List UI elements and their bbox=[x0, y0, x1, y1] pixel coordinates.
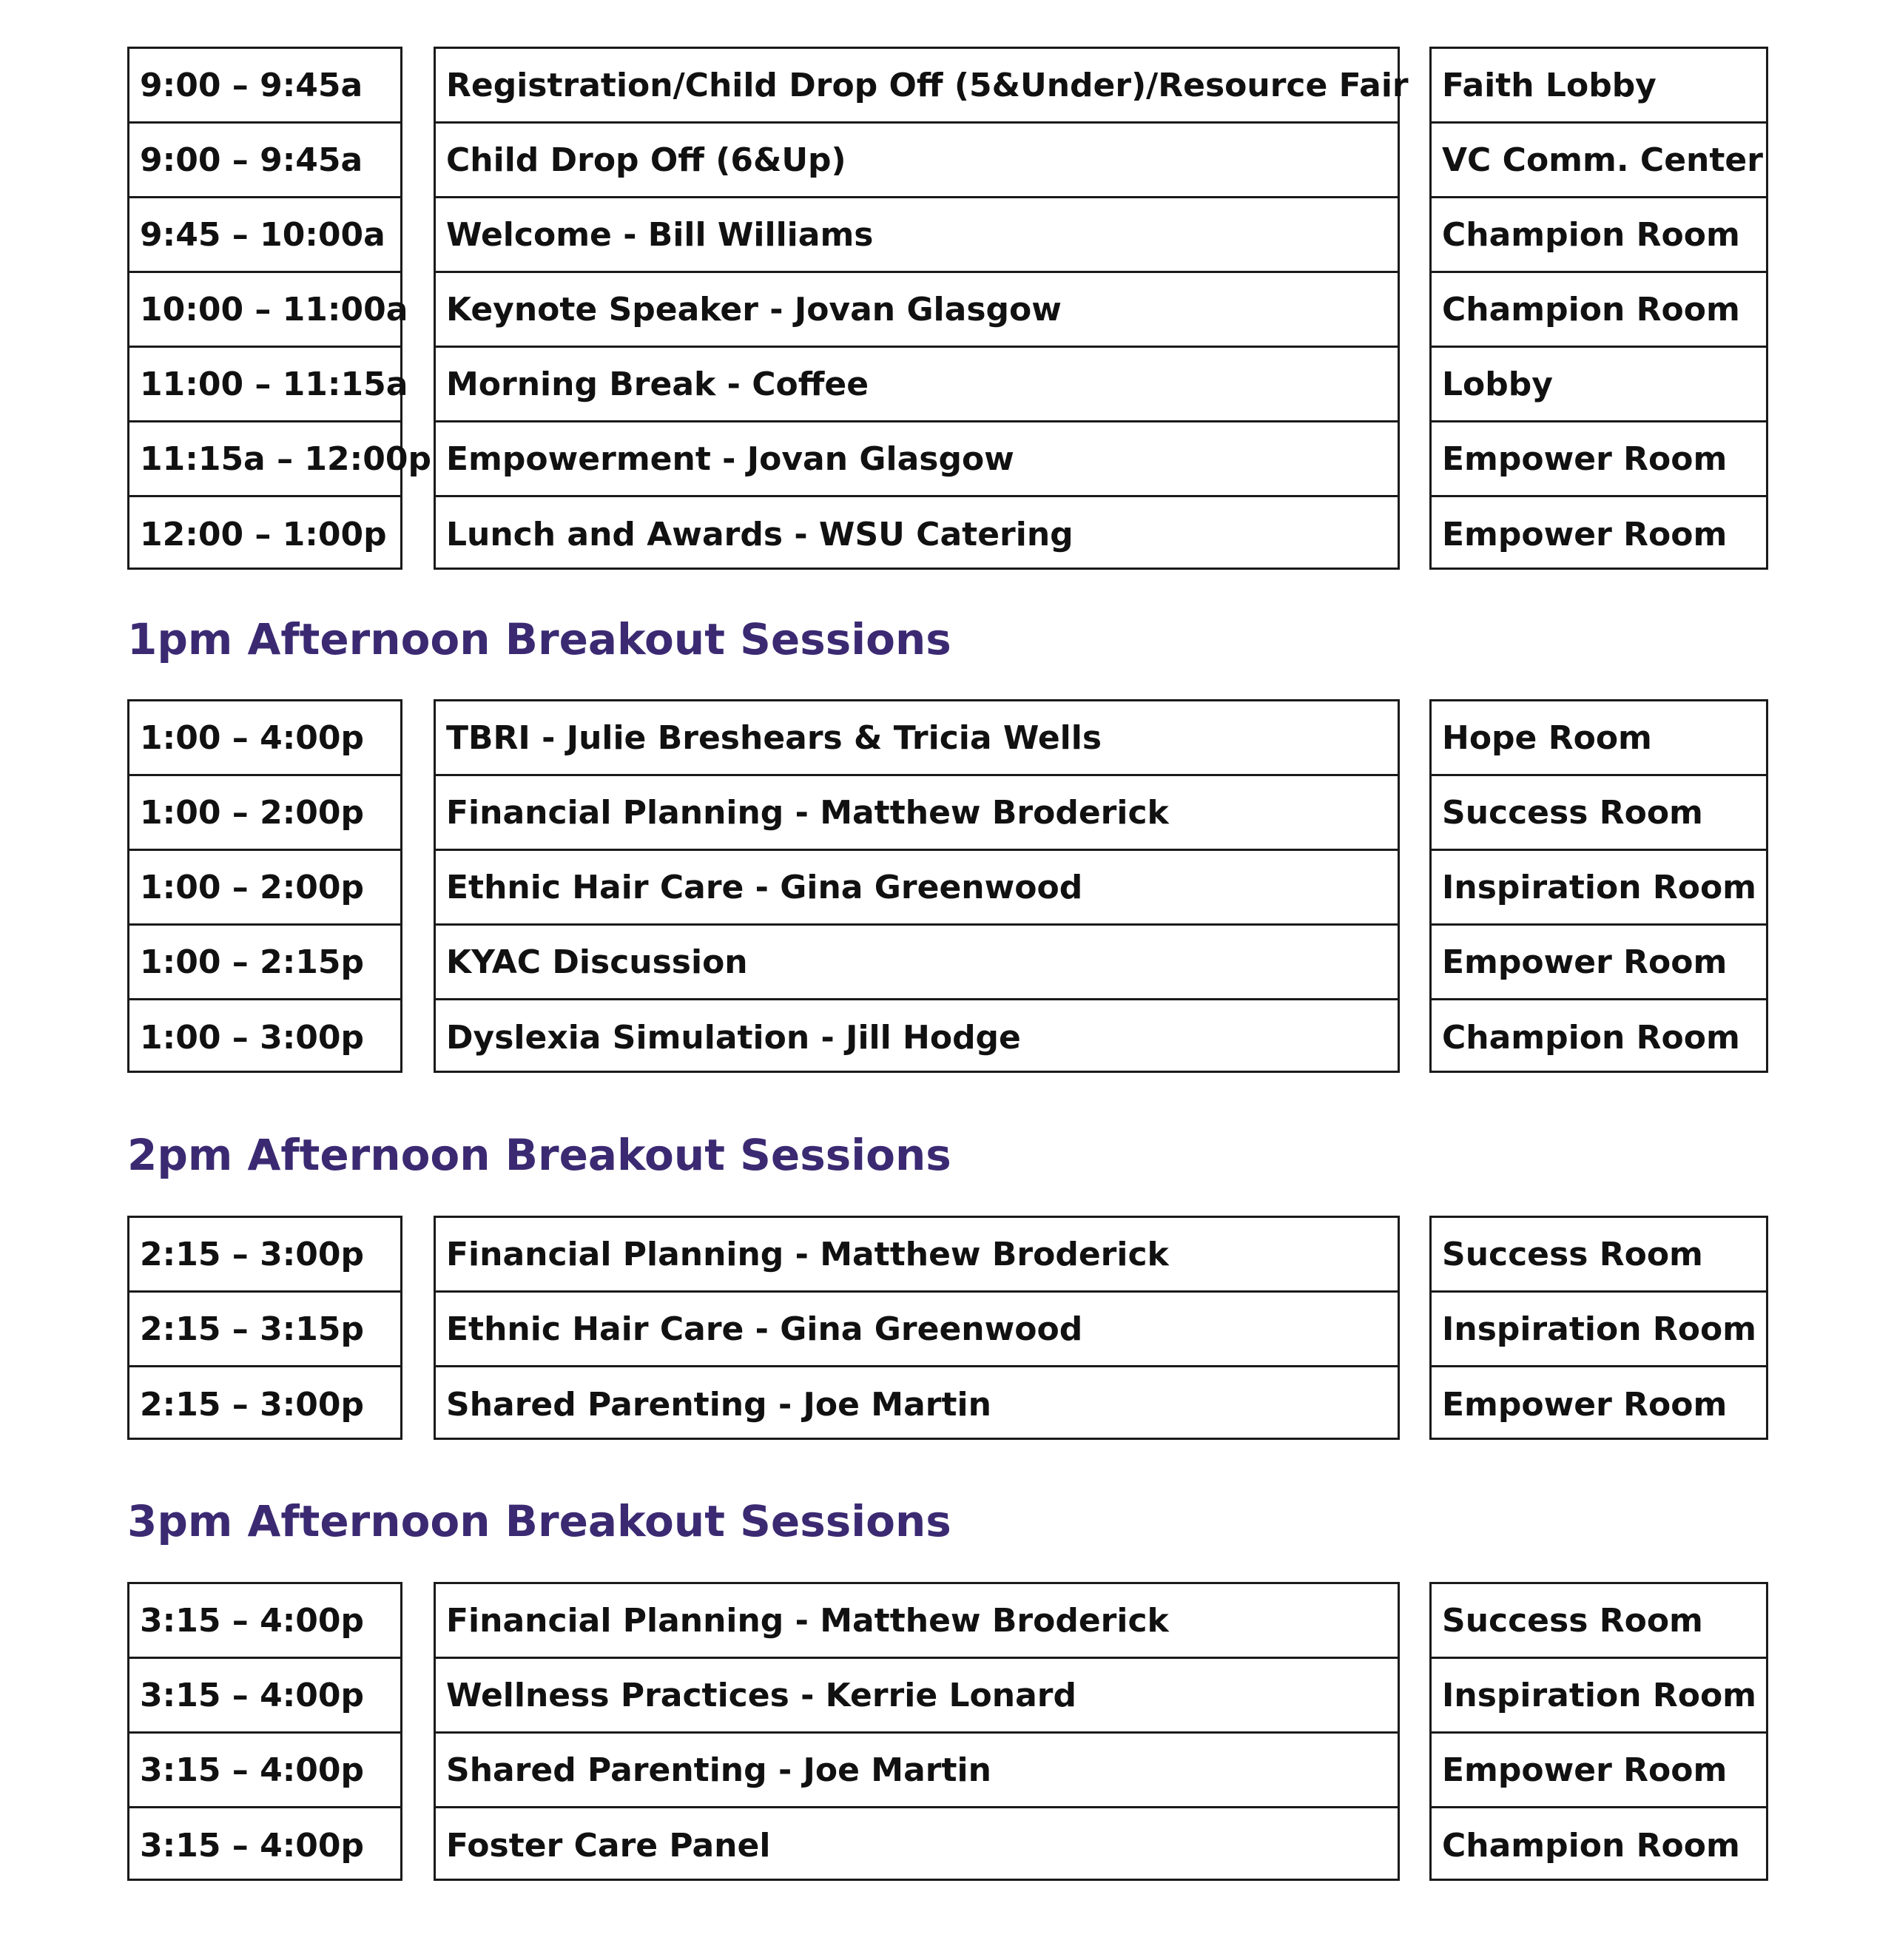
event-column bbox=[434, 1582, 1400, 1881]
time-cell: 3:15 – 4:00p bbox=[140, 1827, 365, 1865]
room-cell: Champion Room bbox=[1442, 1019, 1740, 1057]
room-cell: Success Room bbox=[1432, 1584, 1766, 1659]
time-cell: 1:00 – 4:00p bbox=[129, 701, 400, 776]
event-cell: Financial Planning - Matthew Broderick bbox=[436, 776, 1398, 851]
room-cell: Empower Room bbox=[1432, 926, 1766, 1000]
section-heading-2pm: 2pm Afternoon Breakout Sessions bbox=[127, 1130, 951, 1180]
morning-schedule bbox=[0, 47, 1894, 570]
time-cell: 3:15 – 4:00p bbox=[129, 1584, 400, 1659]
section-heading-1pm: 1pm Afternoon Breakout Sessions bbox=[127, 614, 951, 664]
time-column bbox=[127, 47, 431, 570]
room-cell: Empower Room bbox=[1432, 1734, 1766, 1808]
event-cell: Foster Care Panel bbox=[446, 1827, 771, 1865]
time-cell: 3:15 – 4:00p bbox=[129, 1659, 400, 1734]
event-cell: Shared Parenting - Joe Martin bbox=[446, 1386, 991, 1424]
time-column bbox=[127, 699, 402, 1073]
room-cell: Champion Room bbox=[1432, 273, 1766, 348]
time-cell: 9:00 – 9:45a bbox=[129, 124, 400, 198]
schedule-3pm bbox=[0, 1582, 1894, 1881]
time-column bbox=[127, 1216, 402, 1440]
event-cell: Child Drop Off (6&Up) bbox=[436, 124, 1398, 198]
time-cell: 9:45 – 10:00a bbox=[129, 198, 400, 273]
event-cell: Empowerment - Jovan Glasgow bbox=[436, 422, 1398, 497]
time-column bbox=[127, 1582, 402, 1881]
event-cell: Dyslexia Simulation - Jill Hodge bbox=[446, 1019, 1021, 1057]
room-cell: Empower Room bbox=[1442, 1386, 1728, 1424]
time-cell: 11:15a – 12:00p bbox=[129, 422, 400, 497]
time-cell: 2:15 – 3:00p bbox=[140, 1386, 365, 1424]
event-cell: Welcome - Bill Williams bbox=[436, 198, 1398, 273]
event-column bbox=[434, 1216, 1400, 1440]
room-column bbox=[1429, 1582, 1768, 1881]
event-cell: Financial Planning - Matthew Broderick bbox=[436, 1218, 1398, 1293]
time-cell: 1:00 – 3:00p bbox=[140, 1019, 365, 1057]
time-cell: 11:00 – 11:15a bbox=[129, 348, 400, 422]
event-cell: KYAC Discussion bbox=[436, 926, 1398, 1000]
event-cell: Morning Break - Coffee bbox=[436, 348, 1398, 422]
room-cell: Inspiration Room bbox=[1432, 851, 1766, 926]
event-cell: TBRI - Julie Breshears & Tricia Wells bbox=[436, 701, 1398, 776]
section-heading-3pm: 3pm Afternoon Breakout Sessions bbox=[127, 1496, 951, 1546]
event-cell: Financial Planning - Matthew Broderick bbox=[436, 1584, 1398, 1659]
room-cell: Inspiration Room bbox=[1432, 1293, 1766, 1367]
event-cell: Lunch and Awards - WSU Catering bbox=[446, 516, 1074, 553]
time-cell: 1:00 – 2:00p bbox=[129, 776, 400, 851]
room-cell: Success Room bbox=[1432, 1218, 1766, 1293]
event-cell: Wellness Practices - Kerrie Lonard bbox=[436, 1659, 1398, 1734]
room-cell: Lobby bbox=[1432, 348, 1766, 422]
schedule-1pm bbox=[0, 699, 1894, 1073]
room-cell: Hope Room bbox=[1432, 701, 1766, 776]
time-cell: 10:00 – 11:00a bbox=[129, 273, 400, 348]
room-cell: VC Comm. Center bbox=[1432, 124, 1766, 198]
room-cell: Inspiration Room bbox=[1432, 1659, 1766, 1734]
time-cell: 1:00 – 2:15p bbox=[129, 926, 400, 1000]
time-cell: 12:00 – 1:00p bbox=[140, 516, 387, 553]
room-cell: Champion Room bbox=[1442, 1827, 1740, 1865]
event-column bbox=[434, 47, 1409, 570]
time-cell: 1:00 – 2:00p bbox=[129, 851, 400, 926]
schedule-2pm bbox=[0, 1216, 1894, 1440]
room-cell: Empower Room bbox=[1442, 516, 1728, 553]
time-cell: 3:15 – 4:00p bbox=[129, 1734, 400, 1808]
room-column bbox=[1429, 699, 1768, 1073]
room-column bbox=[1429, 47, 1768, 570]
time-cell: 9:00 – 9:45a bbox=[129, 49, 400, 124]
room-cell: Faith Lobby bbox=[1432, 49, 1766, 124]
event-cell: Shared Parenting - Joe Martin bbox=[436, 1734, 1398, 1808]
time-cell: 2:15 – 3:15p bbox=[129, 1293, 400, 1367]
event-column bbox=[434, 699, 1400, 1073]
event-cell: Registration/Child Drop Off (5&Under)/Resource Fair bbox=[436, 49, 1398, 124]
time-cell: 2:15 – 3:00p bbox=[129, 1218, 400, 1293]
event-cell: Keynote Speaker - Jovan Glasgow bbox=[436, 273, 1398, 348]
event-cell: Ethnic Hair Care - Gina Greenwood bbox=[436, 1293, 1398, 1367]
room-cell: Success Room bbox=[1432, 776, 1766, 851]
room-cell: Empower Room bbox=[1432, 422, 1766, 497]
event-cell: Ethnic Hair Care - Gina Greenwood bbox=[436, 851, 1398, 926]
room-column bbox=[1429, 1216, 1768, 1440]
room-cell: Champion Room bbox=[1432, 198, 1766, 273]
